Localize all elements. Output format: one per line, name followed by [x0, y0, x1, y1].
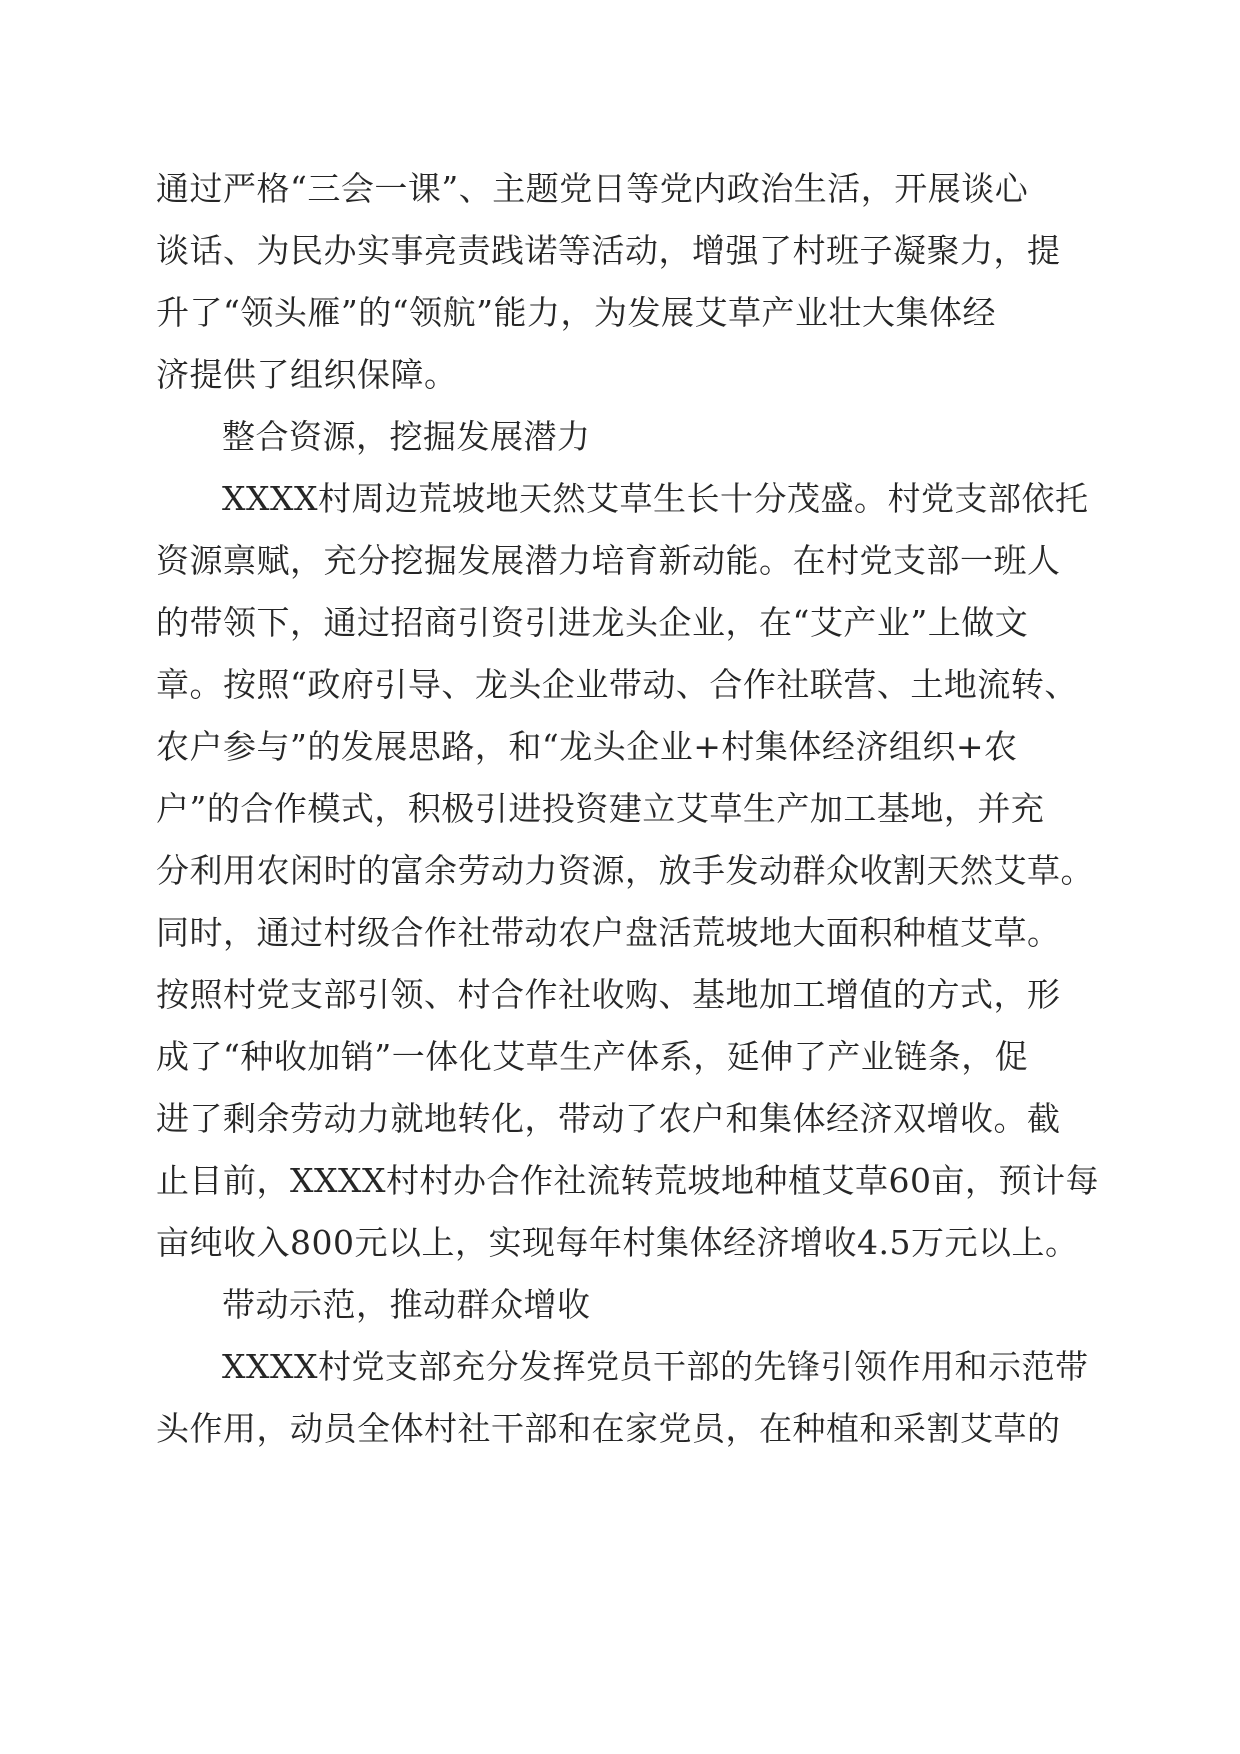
paragraph-line: 头作用，动员全体村社干部和在家党员，在种植和采割艾草的	[156, 1409, 1061, 1448]
paragraph-line: 济提供了组织保障。	[156, 355, 458, 394]
paragraph-line: 进了剩余劳动力就地转化，带动了农户和集体经济双增收。截	[156, 1099, 1061, 1138]
paragraph-line: 升了“领头雁”的“领航”能力，为发展艾草产业壮大集体经	[156, 293, 996, 332]
paragraph-line: 农户参与”的发展思路，和“龙头企业+村集体经济组织+农	[156, 727, 1018, 766]
section-heading: 整合资源，挖掘发展潜力	[222, 417, 591, 456]
paragraph-line: 成了“种收加销”一体化艾草生产体系，延伸了产业链条，促	[156, 1037, 1029, 1076]
paragraph-line: 分利用农闲时的富余劳动力资源，放手发动群众收割天然艾草。	[156, 851, 1094, 890]
paragraph-line: 通过严格“三会一课”、主题党日等党内政治生活，开展谈心	[156, 169, 1029, 208]
paragraph-line: 止目前，XXXX村村办合作社流转荒坡地种植艾草60亩，预计每	[156, 1161, 1099, 1200]
section-heading: 带动示范，推动群众增收	[222, 1285, 591, 1324]
paragraph-line: 的带领下，通过招商引资引进龙头企业，在“艾产业”上做文	[156, 603, 1029, 642]
paragraph-line: XXXX村周边荒坡地天然艾草生长十分茂盛。村党支部依托	[222, 479, 1089, 518]
paragraph-line: 章。按照“政府引导、龙头企业带动、合作社联营、土地流转、	[156, 665, 1078, 704]
paragraph-line: 谈话、为民办实事亮责践诺等活动，增强了村班子凝聚力，提	[156, 231, 1061, 270]
paragraph-line: 亩纯收入800元以上，实现每年村集体经济增收4.5万元以上。	[156, 1223, 1079, 1262]
paragraph-line: 按照村党支部引领、村合作社收购、基地加工增值的方式，形	[156, 975, 1061, 1014]
paragraph-line: XXXX村党支部充分发挥党员干部的先锋引领作用和示范带	[222, 1347, 1089, 1386]
paragraph-line: 资源禀赋，充分挖掘发展潜力培育新动能。在村党支部一班人	[156, 541, 1061, 580]
paragraph-line: 同时，通过村级合作社带动农户盘活荒坡地大面积种植艾草。	[156, 913, 1061, 952]
paragraph-line: 户”的合作模式，积极引进投资建立艾草生产加工基地，并充	[156, 789, 1045, 828]
